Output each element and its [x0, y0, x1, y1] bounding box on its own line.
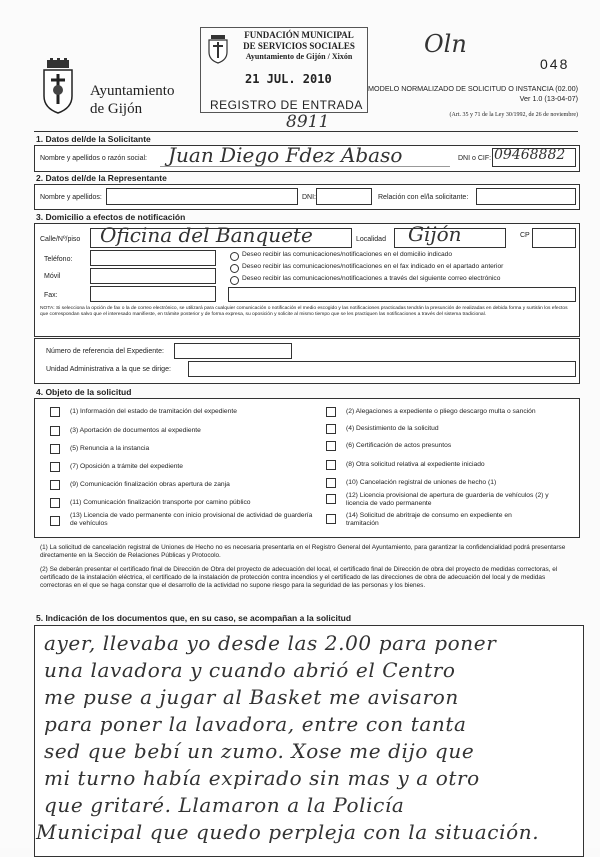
checkbox-obj-9[interactable]: [50, 480, 60, 490]
obj-8-label: (8) Otra solicitud relativa al expediente iniciado: [346, 461, 485, 468]
handwriting-line: una lavadora y cuando abrió el Centro: [44, 658, 456, 682]
radio-email-label: Deseo recibir las comunicaciones/notificaciones a través del siguiente correo electrónico: [242, 275, 501, 282]
fax-field[interactable]: [90, 286, 216, 302]
coat-of-arms-icon: [40, 58, 76, 114]
handwritten-initials: Oln: [424, 30, 467, 58]
obj-5-label: (5) Renuncia a la instancia: [70, 445, 150, 452]
handwriting-line: ayer, llevaba yo desde las 2.00 para poner: [44, 631, 497, 655]
stamp-date: 21 JUL. 2010: [245, 72, 332, 86]
label-relation: Relación con el/la solicitante:: [378, 194, 469, 201]
obj-6-label: (6) Certificación de actos presuntos: [346, 442, 452, 449]
label-ref-exp: Número de referencia del Expediente:: [46, 348, 164, 355]
label-rep-dni: DNI:: [302, 194, 316, 201]
checkbox-obj-12[interactable]: [326, 494, 336, 504]
stamp-services: DE SERVICIOS SOCIALES: [243, 41, 355, 51]
handwriting-line: para poner la lavadora, entre con tanta: [44, 712, 467, 736]
doc-number: 048: [540, 56, 570, 72]
radio-fax-label: Deseo recibir las comunicaciones/notificaciones en el fax indicado en el apartado anterior: [242, 263, 504, 270]
label-mobile: Móvil: [44, 273, 61, 280]
stamp-foundation: FUNDACIÓN MUNICIPAL: [244, 30, 354, 40]
radio-fax[interactable]: [230, 264, 239, 273]
checkbox-obj-2[interactable]: [326, 407, 336, 417]
stamp-logo-icon: [207, 34, 229, 64]
label-fax: Fax:: [44, 292, 58, 299]
obj-4-label: (4) Desistimiento de la solicitud: [346, 425, 439, 432]
relation-field[interactable]: [476, 188, 576, 205]
obj-14-label: (14) Solicitud de abritraje de consumo en expediente en tramitación: [346, 512, 512, 527]
obj-7-label: (7) Oposición a trámite del expediente: [70, 463, 184, 470]
label-applicant-name: Nombre y apellidos o razón social:: [40, 155, 147, 162]
law-reference: (Art. 35 y 71 de la Ley 30/1992, de 26 de noviembre): [449, 112, 578, 118]
radio-home-label: Deseo recibir las comunicaciones/notificaciones en el domicilio indicado: [242, 251, 453, 258]
label-street: Calle/Nº/piso: [40, 236, 81, 243]
label-dni-cif: DNI o CIF:: [458, 155, 492, 162]
checkbox-obj-8[interactable]: [326, 460, 336, 470]
section-documents-title: 5. Indicación de los documentos que, en su caso, se acompañan a la solicitud: [36, 613, 352, 623]
handwriting-line: mi turno había expirado sin mas y a otro: [44, 766, 480, 790]
street-value: Oficina del Banquete: [100, 223, 313, 247]
checkbox-obj-3[interactable]: [50, 426, 60, 436]
handwriting-line: Municipal que quedo perpleja con la situación.: [36, 820, 540, 844]
obj-9-label: (9) Comunicación finalización obras apertura de zanja: [70, 481, 230, 488]
handwriting-line: sed que bebí un zumo. Xose me dijo que: [44, 739, 475, 763]
obj-12-label: (12) Licencia provisional de apertura de guardería de vehículos (2) y licencia de vado permanente: [346, 492, 549, 507]
section-representative-title: 2. Datos del/de la Representante: [36, 173, 167, 183]
checkbox-obj-13[interactable]: [50, 516, 60, 526]
label-cp: CP: [520, 232, 530, 239]
handwriting-line: me puse a jugar al Basket me avisaron: [44, 685, 459, 709]
phone-field[interactable]: [90, 250, 216, 266]
checkbox-obj-1[interactable]: [50, 407, 60, 417]
divider: [34, 131, 578, 132]
ref-exp-field[interactable]: [174, 343, 292, 359]
obj-13-label: (13) Licencia de vado permanente con inicio provisional de actividad de guardería de vehículos: [70, 512, 313, 527]
email-field[interactable]: [228, 287, 576, 302]
section-object-title: 4. Objeto de la solicitud: [36, 387, 132, 397]
stamp-registry: REGISTRO DE ENTRADA: [210, 98, 363, 112]
obj-10-label: (10) Cancelación registral de uniones de hecho (1): [346, 479, 497, 486]
locality-value: Gijón: [408, 222, 462, 246]
checkbox-obj-11[interactable]: [50, 498, 60, 508]
label-phone: Teléfono:: [44, 256, 73, 263]
ayto-line2: de Gijón: [90, 101, 143, 117]
section-address-title: 3. Domicilio a efectos de notificación: [36, 212, 186, 222]
obj-1-label: (1) Información del estado de tramitación del expediente: [70, 408, 237, 415]
section-applicant-title: 1. Datos del/de la Solicitante: [36, 134, 151, 144]
admin-unit-field[interactable]: [188, 361, 576, 377]
cp-field[interactable]: [532, 228, 576, 248]
stamp-city: Ayuntamiento de Gijón / Xixón: [245, 52, 353, 61]
obj-3-label: (3) Aportación de documentos al expediente: [70, 427, 201, 434]
radio-home[interactable]: [230, 252, 239, 261]
applicant-name-value: Juan Diego Fdez Abaso: [168, 143, 403, 167]
checkbox-obj-6[interactable]: [326, 441, 336, 451]
obj-11-label: (11) Comunicación finalización transporte por camino público: [70, 499, 251, 506]
mobile-field[interactable]: [90, 268, 216, 284]
applicant-dni-value: 09468882: [494, 147, 566, 163]
checkbox-obj-4[interactable]: [326, 424, 336, 434]
checkbox-obj-5[interactable]: [50, 444, 60, 454]
ayuntamiento-name: [90, 82, 174, 118]
radio-email[interactable]: [230, 276, 239, 285]
rep-name-field[interactable]: [106, 188, 298, 205]
footnote-1: (1) La solicitud de cancelación registral de Uniones de Hecho no es necesaria presentarla en el Registro General del Ayuntamiento, para garantizar la confidencialidad podrá presentarse directamente en la Sección de Relaciones Públicas y Protocolo.: [40, 544, 566, 559]
label-admin-unit: Unidad Administrativa a la que se dirige:: [46, 366, 171, 373]
notification-note: NOTA: Si selecciona la opción de fax o la de correo electrónico, se utilizará para cualquier comunicación o notificación el medio escogido y las notificaciones practicadas tendrán la presunción de realizadas en debida forma y surtirán los efectos que correspondan salvo que el interesado manifieste, en trámite posterior y de forma expresa, su oposición y solicite al mismo tiempo que se les practiquen las notificaciones a través del sistema tradicional.: [40, 306, 568, 318]
checkbox-obj-10[interactable]: [326, 478, 336, 488]
obj-2-label: (2) Alegaciones a expediente o pliego descargo multa o sanción: [346, 408, 536, 415]
label-rep-name: Nombre y apellidos:: [40, 194, 102, 201]
label-locality: Localidad: [356, 236, 386, 243]
ayto-line1: Ayuntamiento: [90, 83, 175, 99]
footnote-2: (2) Se deberán presentar el certificado final de Dirección de Obra del proyecto de adecuación del local, el certificado final de Dirección de obra del proyecto de medidas correctoras, el certificado de la instalación eléctrica, el certificado de la instalación de protección contra incendios y el certificado de las direcciones de obra de adecuación del local y de medidas correctoras en el que se haga constar que el desarrollo de la actividad no supone riesgo para la seguridad de las personas y los bienes.: [40, 566, 558, 589]
checkbox-obj-14[interactable]: [326, 514, 336, 524]
version: Ver 1.0 (13-04-07): [519, 94, 578, 103]
handwriting-line: que gritaré. Llamaron a la Policía: [44, 793, 405, 817]
model-title: MODELO NORMALIZADO DE SOLICITUD O INSTANCIA (02.00): [368, 84, 578, 93]
rep-dni-field[interactable]: [316, 188, 372, 205]
stamp-entry-number: 8911: [286, 112, 330, 132]
checkbox-obj-7[interactable]: [50, 462, 60, 472]
